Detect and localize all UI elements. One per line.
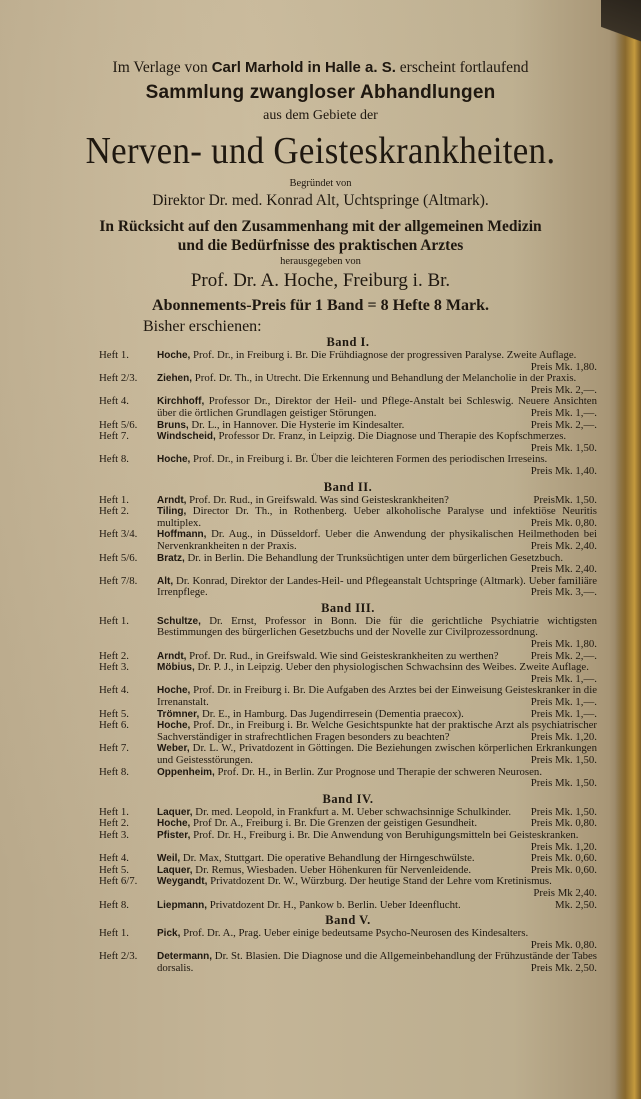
publisher-line bbox=[0, 58, 641, 78]
author-name: Kirchhoff, bbox=[157, 396, 205, 408]
heft-number: Heft 2/3. bbox=[99, 372, 138, 385]
heft-number: Heft 7/8. bbox=[99, 574, 138, 587]
entry-text bbox=[157, 431, 597, 454]
entry-description: Dr. Ernst, Professor in Bonn. Die für die gerichtliche Psychiatrie wichtigsten Bestimmungen des bürgerlichen Gesetzbuchs und der Novelle zur Civilprozessordnung. bbox=[157, 614, 597, 639]
heft-entry bbox=[99, 373, 597, 396]
entry-price: Preis Mk. 2,—. bbox=[530, 418, 597, 431]
heft-number: Heft 4. bbox=[99, 395, 129, 408]
entry-description: Professor Dr. Franz, in Leipzig. Die Diagnose und Therapie des Kopfschmerzes. bbox=[218, 430, 567, 443]
entry-text bbox=[157, 506, 597, 529]
author-name: Weygandt, bbox=[157, 876, 208, 888]
author-name: Laquer, bbox=[157, 806, 193, 818]
entry-price: PreisMk. 1,50. bbox=[533, 493, 597, 506]
entry-text bbox=[157, 928, 597, 951]
entry-text bbox=[157, 720, 597, 743]
entry-description: Dr. Remus, Wiesbaden. Ueber Höhenkuren für Nervenleidende. bbox=[195, 863, 472, 876]
heft-number: Heft 5. bbox=[99, 707, 129, 720]
author-name: Laquer, bbox=[157, 864, 193, 876]
torn-corner bbox=[601, 0, 641, 60]
entry-description: Prof. Dr. in Freiburg i. Br. Die Aufgaben des Arztes bei der Einweisung Geisteskranker in die Irrenanstalt. bbox=[157, 684, 598, 709]
entry-price: Preis Mk. 1,40. bbox=[530, 464, 597, 477]
heft-number: Heft 7. bbox=[99, 742, 129, 755]
heft-number: Heft 6. bbox=[99, 719, 129, 732]
heft-entry bbox=[99, 431, 597, 454]
heft-number: Heft 5/6. bbox=[99, 551, 138, 564]
publisher-prefix: Im Verlage von bbox=[112, 59, 208, 76]
entry-text bbox=[157, 616, 597, 651]
director: Direktor Dr. med. Konrad Alt, Uchtspringe (Altmark). bbox=[152, 192, 489, 209]
publisher-suffix: erscheint fortlaufend bbox=[399, 59, 529, 76]
band-title: Band III. bbox=[321, 600, 375, 615]
heft-entry bbox=[99, 529, 597, 552]
entry-price: Preis Mk. 0,60. bbox=[530, 863, 597, 876]
heft-number: Heft 8. bbox=[99, 453, 129, 466]
entry-description: Dr. Max, Stuttgart. Die operative Behandlung der Hirngeschwülste. bbox=[182, 852, 475, 865]
author-name: Alt, bbox=[157, 575, 174, 587]
context-line-2: und die Bedürfnisse des praktischen Arztes bbox=[177, 237, 464, 254]
author-name: Oppenheim, bbox=[157, 766, 215, 778]
heft-number: Heft 3. bbox=[99, 828, 129, 841]
heft-number: Heft 2. bbox=[99, 649, 129, 662]
heft-entry bbox=[99, 743, 597, 766]
entry-price: Preis Mk. 1,50. bbox=[530, 441, 597, 454]
entry-price: Preis Mk. 2,40. bbox=[530, 539, 597, 552]
author-name: Bratz, bbox=[157, 552, 185, 564]
band-title: Band II. bbox=[323, 479, 373, 494]
heft-number: Heft 1. bbox=[99, 614, 129, 627]
entry-price: Preis Mk. 0,80. bbox=[530, 516, 597, 529]
entry-description: Dr. med. Leopold, in Frankfurt a. M. Ueber schwachsinnige Schulkinder. bbox=[195, 805, 512, 818]
entry-description: Dr. Konrad, Direktor der Landes-Heil- und Pflegeanstalt Uchtspringe (Altmark). Ueber familiäre Irrenpflege. bbox=[157, 574, 597, 599]
heft-entry bbox=[99, 662, 597, 685]
heft-number: Heft 1. bbox=[99, 805, 129, 818]
entry-text bbox=[157, 900, 597, 912]
heft-number: Heft 8. bbox=[99, 765, 129, 778]
entry-text bbox=[157, 951, 597, 974]
heft-number: Heft 1. bbox=[99, 349, 129, 361]
entry-text bbox=[157, 454, 597, 477]
volume-listing bbox=[99, 333, 597, 975]
heft-number: Heft 6/7. bbox=[99, 875, 138, 888]
heft-entry bbox=[99, 876, 597, 899]
heft-entry bbox=[99, 767, 597, 790]
entry-text bbox=[157, 350, 597, 373]
heft-entry bbox=[99, 830, 597, 853]
author-name: Bruns, bbox=[157, 419, 189, 431]
founded-by: Begründet von bbox=[289, 178, 352, 189]
context-line-1: In Rücksicht auf den Zusammenhang mit der allgemeinen Medizin bbox=[99, 218, 542, 235]
entry-text bbox=[157, 662, 597, 685]
entry-price: Preis Mk. 0,80. bbox=[530, 938, 597, 951]
heft-number: Heft 7. bbox=[99, 430, 129, 443]
author-name: Arndt, bbox=[157, 494, 187, 506]
heft-entry bbox=[99, 616, 597, 651]
entry-description: Prof. Dr., in Freiburg i. Br. Welche Gesichtspunkte hat der praktische Arzt als psychiatrischer Sachverständiger in strafrechtlichen Fragen besonders zu beachten? bbox=[157, 719, 598, 743]
author-name: Möbius, bbox=[157, 662, 195, 674]
entry-price: Preis Mk. 1,80. bbox=[530, 638, 597, 651]
entry-description: Prof. Dr., in Freiburg i. Br. Über die leichteren Formen des periodischen Irreseins. bbox=[193, 453, 548, 466]
heft-entry bbox=[99, 928, 597, 951]
author-name: Determann, bbox=[157, 951, 213, 963]
entry-description: Prof. Dr. Rud., in Greifswald. Wie sind Geisteskrankheiten zu werthen? bbox=[189, 649, 499, 662]
heft-entry bbox=[99, 900, 597, 912]
entry-description: Privatdozent Dr. H., Pankow b. Berlin. Ueber Ideenflucht. bbox=[209, 898, 461, 911]
entry-description: Prof. Dr. H., in Berlin. Zur Prognose und Therapie der schweren Neurosen. bbox=[217, 765, 543, 778]
entry-text bbox=[157, 685, 597, 708]
author-name: Hoche, bbox=[157, 350, 191, 361]
heft-entry bbox=[99, 720, 597, 743]
entry-description: Prof. Dr., in Freiburg i. Br. Die Frühdiagnose der progressiven Paralyse. Zweite Auflage. bbox=[193, 349, 577, 361]
heft-number: Heft 8. bbox=[99, 898, 129, 911]
heft-number: Heft 5/6. bbox=[99, 418, 138, 431]
editor: Prof. Dr. A. Hoche, Freiburg i. Br. bbox=[190, 270, 451, 291]
heft-entry bbox=[99, 951, 597, 974]
band-title: Band V. bbox=[325, 913, 371, 928]
heft-number: Heft 1. bbox=[99, 493, 129, 506]
entry-price: Preis Mk. 1,80. bbox=[530, 360, 597, 373]
heft-number: Heft 2/3. bbox=[99, 950, 138, 963]
entry-price: Preis Mk. 2,40. bbox=[530, 563, 597, 576]
author-name: Arndt, bbox=[157, 650, 187, 662]
entry-description: Privatdozent Dr. W., Würzburg. Der heutige Stand der Lehre vom Kretinismus. bbox=[210, 875, 552, 888]
heft-number: Heft 2. bbox=[99, 817, 129, 830]
entry-description: Dr. in Berlin. Die Behandlung der Trunksüchtigen unter dem bürgerlichen Gesetzbuch. bbox=[187, 551, 564, 564]
heft-entry bbox=[99, 396, 597, 419]
author-name: Hoche, bbox=[157, 685, 191, 697]
author-name: Liepmann, bbox=[157, 899, 208, 911]
entry-price: Preis Mk. 1,50. bbox=[530, 805, 597, 818]
heft-entry bbox=[99, 350, 597, 373]
entry-description: Professor Dr., Direktor der Heil- und Pflege-Anstalt bei Schleswig. Neuere Ansichten über die örtlichen Grundlagen geistiger Störungen. bbox=[157, 395, 597, 419]
entry-price: Preis Mk. 1,50. bbox=[530, 754, 597, 766]
band-title: Band I. bbox=[326, 335, 370, 349]
heft-number: Heft 1. bbox=[99, 927, 129, 940]
entry-price: Preis Mk. 0,60. bbox=[530, 852, 597, 865]
heft-entry bbox=[99, 576, 597, 599]
entry-description: Dr. Aug., in Düsseldorf. Ueber die Anwendung der physikalischen Heilmethoden bei Nervenkrankheiten n der Praxis. bbox=[157, 528, 598, 552]
heft-entry bbox=[99, 553, 597, 576]
publisher-name: Carl Marhold in Halle a. S. bbox=[211, 59, 396, 76]
from-field: aus dem Gebiete der bbox=[263, 108, 378, 123]
entry-price: Preis Mk. 1,50. bbox=[530, 777, 597, 790]
entry-price: Preis Mk. 1,—. bbox=[530, 696, 597, 709]
entry-description: Prof. Dr. A., Prag. Ueber einige bedeutsame Psycho-Neurosen des Kindesalters. bbox=[183, 927, 529, 940]
header bbox=[0, 58, 641, 316]
entry-text bbox=[157, 767, 597, 790]
author-name: Trömner, bbox=[157, 708, 200, 720]
subscription-price: Abonnements-Preis für 1 Band = 8 Hefte 8 Mark. bbox=[152, 297, 489, 314]
entry-price: Preis Mk. 1,—. bbox=[530, 672, 597, 685]
entry-price: Preis Mk. 1,20. bbox=[530, 840, 597, 853]
entry-text bbox=[157, 529, 597, 552]
heft-entry bbox=[99, 685, 597, 708]
author-name: Weil, bbox=[157, 853, 181, 865]
entry-text bbox=[157, 576, 597, 599]
edited-by: herausgegeben von bbox=[280, 256, 361, 267]
author-name: Hoche, bbox=[157, 818, 191, 830]
heft-number: Heft 3/4. bbox=[99, 528, 138, 541]
main-title: Nerven- und Geisteskrankheiten. bbox=[85, 130, 556, 172]
entry-price: Preis Mk 2,40. bbox=[533, 886, 597, 899]
entry-price: Preis Mk. 2,—. bbox=[530, 383, 597, 396]
entry-price: Preis Mk. 1,20. bbox=[530, 730, 597, 743]
entry-text bbox=[157, 373, 597, 396]
entry-description: Director Dr. Th., in Rothenberg. Ueber alkoholische Paralyse und infektiöse Neuritis multiplex. bbox=[157, 505, 598, 529]
entry-text bbox=[157, 553, 597, 576]
entry-description: Prof. Dr. Th., in Utrecht. Die Erkennung und Behandlung der Melancholie in der Praxis. bbox=[194, 372, 577, 385]
author-name: Schultze, bbox=[157, 615, 201, 627]
entry-description: Prof. Dr. H., Freiburg i. Br. Die Anwendung von Beruhigungsmitteln bei Geisteskranken. bbox=[193, 828, 579, 841]
entry-text bbox=[157, 743, 597, 766]
heft-number: Heft 4. bbox=[99, 684, 129, 697]
entry-text bbox=[157, 396, 597, 419]
entry-description: Dr. St. Blasien. Die Diagnose und die Allgemeinbehandlung der Frühzustände der Tabes dorsalis. bbox=[157, 950, 598, 974]
entry-description: Dr. L. W., Privatdozent in Göttingen. Die Beziehungen zwischen körperlichen Erkrankungen und Geistesstörungen. bbox=[157, 742, 597, 766]
author-name: Ziehen, bbox=[157, 373, 193, 385]
entry-description: Dr. L., in Hannover. Die Hysterie im Kindesalter. bbox=[191, 418, 405, 431]
entry-price: Preis Mk. 1,—. bbox=[530, 707, 597, 720]
author-name: Hoche, bbox=[157, 454, 191, 466]
entry-price: Mk. 2,50. bbox=[555, 898, 597, 911]
author-name: Weber, bbox=[157, 743, 190, 755]
heft-number: Heft 2. bbox=[99, 505, 129, 518]
author-name: Pfister, bbox=[157, 829, 191, 841]
entry-price: Preis Mk. 2,—. bbox=[530, 649, 597, 662]
entry-price: Preis Mk. 0,80. bbox=[530, 817, 597, 830]
author-name: Windscheid, bbox=[157, 431, 216, 443]
band-title: Band IV. bbox=[322, 791, 374, 806]
heft-entry bbox=[99, 506, 597, 529]
heft-number: Heft 3. bbox=[99, 661, 129, 674]
entry-text bbox=[157, 876, 597, 899]
series-title: Sammlung zwangloser Abhandlungen bbox=[145, 82, 496, 103]
author-name: Tiling, bbox=[157, 506, 187, 518]
author-name: Hoffmann, bbox=[157, 529, 207, 541]
author-name: Hoche, bbox=[157, 720, 191, 732]
published-label: Bisher erschienen: bbox=[143, 318, 262, 335]
entry-price: Preis Mk. 1,—. bbox=[530, 406, 597, 419]
entry-text bbox=[157, 830, 597, 853]
author-name: Pick, bbox=[157, 928, 181, 940]
heft-entry bbox=[99, 454, 597, 477]
entry-description: Prof Dr. A., Freiburg i. Br. Die Grenzen der geistigen Gesundheit. bbox=[193, 817, 478, 830]
heft-number: Heft 4. bbox=[99, 852, 129, 865]
entry-description: Dr. E., in Hamburg. Das Jugendirresein (Dementia praecox). bbox=[201, 707, 464, 720]
entry-price: Preis Mk. 2,50. bbox=[530, 961, 597, 974]
heft-number: Heft 5. bbox=[99, 863, 129, 876]
entry-price: Preis Mk. 3,—. bbox=[530, 586, 597, 599]
entry-description: Prof. Dr. Rud., in Greifswald. Was sind Geisteskrankheiten? bbox=[189, 493, 449, 506]
entry-description: Dr. P. J., in Leipzig. Ueber den physiologischen Schwachsinn des Weibes. Zweite Auflage. bbox=[197, 661, 589, 674]
